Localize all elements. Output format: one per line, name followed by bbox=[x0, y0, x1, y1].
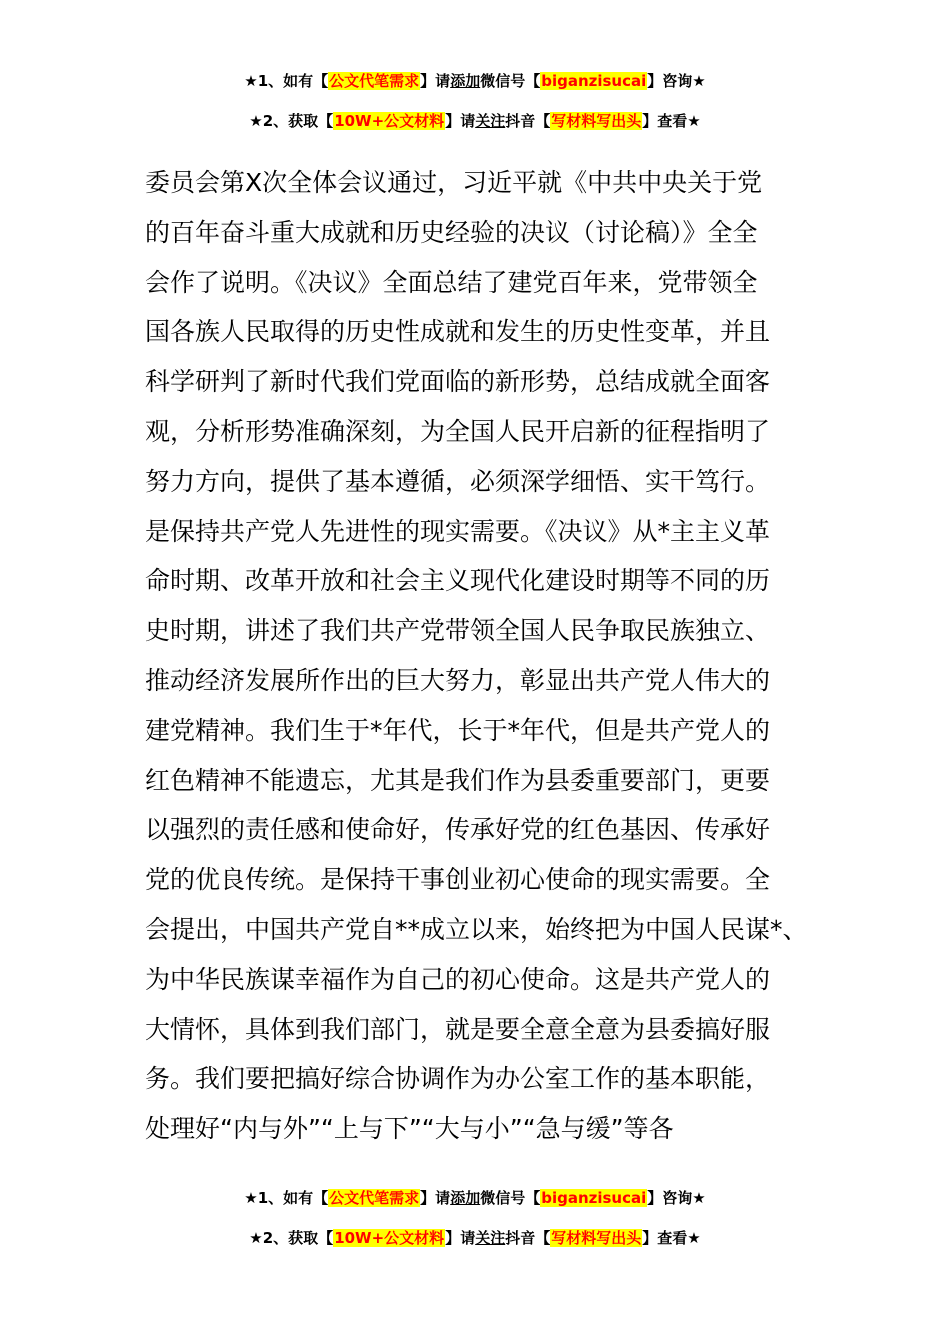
highlight-service: 公文代笔需求 bbox=[329, 1189, 420, 1207]
banner-text: 】请 bbox=[445, 112, 476, 130]
highlight-douyin-account: 写材料写出头 bbox=[551, 112, 642, 130]
body-line: 红色精神不能遗忘，尤其是我们作为县委重要部门，更要 bbox=[145, 765, 771, 795]
body-line: 的百年奋斗重大成就和历史经验的决议（讨论稿）》全全 bbox=[145, 217, 758, 247]
body-line: 处理好“内与外”“上与下”“大与小”“急与缓”等各 bbox=[145, 1114, 674, 1144]
body-line: 委员会第Ⅹ次全体会议通过，习近平就《中共中央关于党 bbox=[145, 168, 763, 197]
document-body bbox=[145, 158, 825, 1154]
banner-text: 】请 bbox=[420, 1189, 451, 1207]
body-line: 推动经济发展所作出的巨大努力，彰显出共产党人伟大的 bbox=[145, 665, 771, 695]
body-line: 国各族人民取得的历史性成就和发生的历史性变革，并且 bbox=[145, 317, 771, 347]
banner-text: 】查看★ bbox=[642, 112, 701, 130]
highlight-service: 公文代笔需求 bbox=[329, 72, 420, 90]
banner-text: 微信号【 bbox=[480, 1189, 541, 1207]
highlight-wechat-id: biganzisucai bbox=[541, 72, 647, 90]
banner-text: 抖音【 bbox=[505, 1229, 551, 1247]
emphasis-follow: 关注 bbox=[475, 112, 506, 130]
body-line: 命时期、改革开放和社会主义现代化建设时期等不同的历 bbox=[145, 566, 771, 596]
body-line: 大情怀，具体到我们部门，就是要全意全意为县委搞好服 bbox=[145, 1014, 771, 1044]
body-line: 以强烈的责任感和使命好，传承好党的红色基因、传承好 bbox=[145, 815, 771, 845]
body-line: 为中华民族谋幸福作为自己的初心使命。这是共产党人的 bbox=[145, 964, 771, 994]
body-line: 是保持共产党人先进性的现实需要。《决议》从*主主义革 bbox=[145, 516, 771, 546]
highlight-materials: 10W+公文材料 bbox=[334, 112, 445, 130]
body-line: 建党精神。我们生于*年代，长于*年代，但是共产党人的 bbox=[145, 715, 771, 745]
banner-text: ★1、如有【 bbox=[244, 72, 329, 90]
highlight-wechat-id: biganzisucai bbox=[541, 1189, 647, 1207]
body-line: 务。我们要把搞好综合协调作为办公室工作的基本职能， bbox=[145, 1064, 771, 1094]
header-banner-line-2 bbox=[0, 111, 950, 131]
banner-text: ★2、获取【 bbox=[249, 112, 334, 130]
banner-text: 】咨询★ bbox=[647, 72, 706, 90]
banner-text: 微信号【 bbox=[480, 72, 541, 90]
body-line: 努力方向，提供了基本遵循，必须深学细悟、实干笃行。 bbox=[145, 466, 771, 496]
body-line: 会提出，中国共产党自**成立以来，始终把为中国人民谋*、 bbox=[145, 914, 808, 944]
highlight-douyin-account: 写材料写出头 bbox=[551, 1229, 642, 1247]
header-banner-line-1 bbox=[0, 71, 950, 91]
banner-text: 】咨询★ bbox=[647, 1189, 706, 1207]
body-line: 史时期，讲述了我们共产党带领全国人民争取民族独立、 bbox=[145, 616, 771, 646]
emphasis-add: 添加 bbox=[450, 1189, 481, 1207]
banner-text: 抖音【 bbox=[505, 112, 551, 130]
body-line: 党的优良传统。是保持干事创业初心使命的现实需要。全 bbox=[145, 865, 771, 895]
footer-banner-line-1 bbox=[0, 1188, 950, 1208]
body-line: 会作了说明。《决议》全面总结了建党百年来，党带领全 bbox=[145, 267, 758, 297]
banner-text: 】查看★ bbox=[642, 1229, 701, 1247]
banner-text: 】请 bbox=[420, 72, 451, 90]
emphasis-add: 添加 bbox=[450, 72, 481, 90]
banner-text: ★1、如有【 bbox=[244, 1189, 329, 1207]
body-line: 科学研判了新时代我们党面临的新形势，总结成就全面客 bbox=[145, 367, 771, 397]
banner-text: ★2、获取【 bbox=[249, 1229, 334, 1247]
footer-banner-line-2 bbox=[0, 1228, 950, 1248]
banner-text: 】请 bbox=[445, 1229, 476, 1247]
highlight-materials: 10W+公文材料 bbox=[334, 1229, 445, 1247]
body-line: 观，分析形势准确深刻，为全国人民开启新的征程指明了 bbox=[145, 416, 771, 446]
emphasis-follow: 关注 bbox=[475, 1229, 506, 1247]
